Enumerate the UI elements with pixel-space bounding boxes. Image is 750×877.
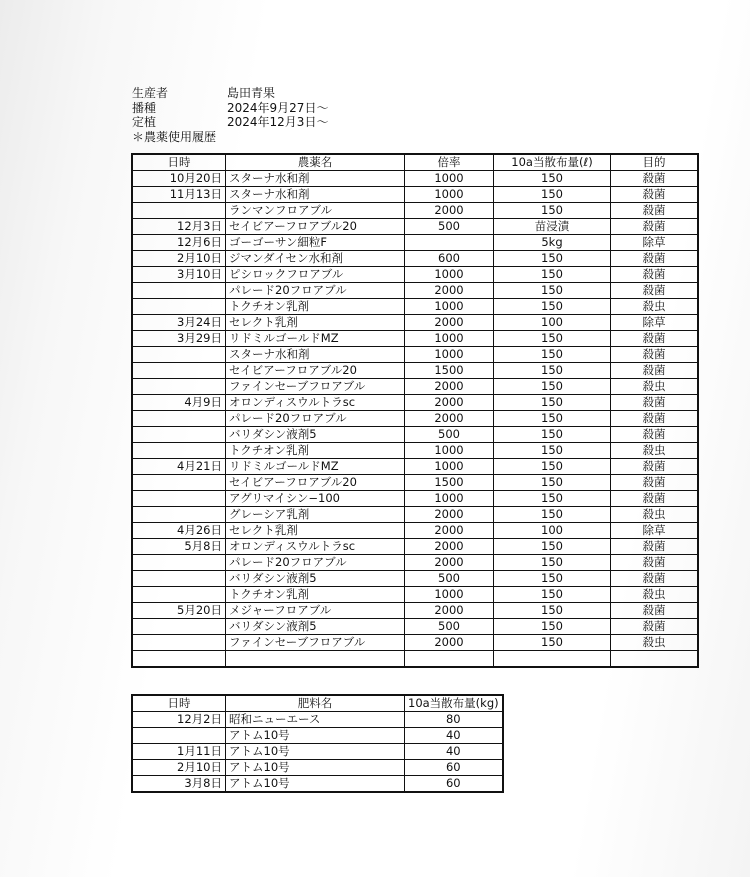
cell-dilution [405, 235, 494, 251]
cell-purpose: 殺菌 [611, 427, 699, 443]
pesticide-table [131, 153, 699, 668]
cell-dilution: 1000 [405, 187, 494, 203]
cell-date [132, 411, 226, 427]
cell-date [132, 363, 226, 379]
producer-value: 島田青果 [227, 86, 276, 100]
cell-amount: 5kg [494, 235, 611, 251]
cell-amount: 150 [494, 491, 611, 507]
planting-value: 2024年12月3日～ [227, 115, 329, 129]
cell-amount: 150 [494, 171, 611, 187]
cell-dilution: 1500 [405, 363, 494, 379]
cell-date [132, 379, 226, 395]
table-row [132, 459, 698, 475]
cell-purpose: 殺菌 [611, 267, 699, 283]
table-row [132, 507, 698, 523]
cell-amount: 150 [494, 203, 611, 219]
cell-pesticide-name: セレクト乳剤 [226, 523, 405, 539]
planting-row [132, 115, 328, 130]
header-fertilizer-amount: 10a当散布量(kg) [405, 695, 503, 712]
cell-purpose: 殺菌 [611, 251, 699, 267]
table-row [132, 299, 698, 315]
cell-dilution: 2000 [405, 539, 494, 555]
cell-fertilizer-amount: 60 [405, 776, 503, 793]
header-pesticide-name: 農薬名 [226, 154, 405, 171]
cell-date: 12月3日 [132, 219, 226, 235]
cell-amount: 150 [494, 619, 611, 635]
cell-pesticide-name: メジャーフロアブル [226, 603, 405, 619]
cell-date: 2月10日 [132, 760, 226, 776]
cell-fertilizer-amount: 60 [405, 760, 503, 776]
cell-date [132, 427, 226, 443]
cell-pesticide-name: スターナ水和剤 [226, 187, 405, 203]
cell-purpose: 殺菌 [611, 331, 699, 347]
cell-dilution: 1000 [405, 459, 494, 475]
cell-fertilizer-name: アトム10号 [226, 744, 405, 760]
cell-dilution: 1000 [405, 331, 494, 347]
table-row [132, 315, 698, 331]
cell-dilution: 500 [405, 619, 494, 635]
cell-date [132, 283, 226, 299]
cell-amount: 150 [494, 539, 611, 555]
cell-dilution: 600 [405, 251, 494, 267]
table-row [132, 712, 503, 728]
fertilizer-header-row [132, 695, 503, 712]
cell-date: 4月9日 [132, 395, 226, 411]
table-row [132, 523, 698, 539]
cell-fertilizer-amount: 40 [405, 728, 503, 744]
cell-pesticide-name: セレクト乳剤 [226, 315, 405, 331]
cell-amount: 100 [494, 315, 611, 331]
cell-date [132, 587, 226, 603]
cell-dilution: 2000 [405, 395, 494, 411]
cell-pesticide-name: リドミルゴールドMZ [226, 459, 405, 475]
cell-dilution: 2000 [405, 283, 494, 299]
table-row [132, 603, 698, 619]
cell-amount: 150 [494, 187, 611, 203]
cell-dilution: 1000 [405, 347, 494, 363]
table-row [132, 443, 698, 459]
producer-row [132, 86, 328, 101]
table-row [132, 728, 503, 744]
planting-label: 定植 [132, 115, 157, 129]
cell-dilution: 1000 [405, 299, 494, 315]
table-row [132, 347, 698, 363]
table-row [132, 475, 698, 491]
pesticide-table-body [132, 171, 698, 668]
cell-pesticide-name: ジマンダイセン水和剤 [226, 251, 405, 267]
cell-date: 3月8日 [132, 776, 226, 793]
cell-amount: 150 [494, 411, 611, 427]
table-row [132, 331, 698, 347]
cell-purpose: 殺菌 [611, 603, 699, 619]
table-row [132, 267, 698, 283]
cell-amount: 150 [494, 299, 611, 315]
cell-amount: 150 [494, 283, 611, 299]
cell-dilution: 1000 [405, 171, 494, 187]
cell-dilution: 500 [405, 427, 494, 443]
cell-date [132, 619, 226, 635]
cell-purpose: 殺菌 [611, 491, 699, 507]
pesticide-section-title: ＊農薬使用履歴 [132, 129, 217, 144]
cell-date [132, 203, 226, 219]
cell-fertilizer-name: アトム10号 [226, 760, 405, 776]
cell-amount: 150 [494, 379, 611, 395]
cell-pesticide-name: パレード20フロアブル [226, 411, 405, 427]
cell-pesticide-name: パレード20フロアブル [226, 555, 405, 571]
cell-pesticide-name: スターナ水和剤 [226, 171, 405, 187]
cell-date [132, 475, 226, 491]
table-row [132, 171, 698, 187]
cell-pesticide-name: ピシロックフロアブル [226, 267, 405, 283]
table-row [132, 235, 698, 251]
cell-purpose: 殺虫 [611, 443, 699, 459]
cell-amount: 150 [494, 363, 611, 379]
cell-date [132, 635, 226, 651]
cell-purpose: 殺菌 [611, 475, 699, 491]
pesticide-header-row [132, 154, 698, 171]
cell-pesticide-name: セイビアーフロアブル20 [226, 363, 405, 379]
cell-pesticide-name: アグリマイシン−100 [226, 491, 405, 507]
cell-date: 2月10日 [132, 251, 226, 267]
cell-pesticide-name: グレーシア乳剤 [226, 507, 405, 523]
cell-amount [494, 651, 611, 668]
cell-purpose: 殺虫 [611, 507, 699, 523]
cell-dilution: 1000 [405, 491, 494, 507]
cell-pesticide-name: トクチオン乳剤 [226, 443, 405, 459]
cell-date: 10月20日 [132, 171, 226, 187]
cell-dilution: 500 [405, 219, 494, 235]
cell-date [132, 443, 226, 459]
table-row [132, 635, 698, 651]
cell-purpose: 殺菌 [611, 555, 699, 571]
table-row [132, 760, 503, 776]
cell-dilution: 2000 [405, 555, 494, 571]
cell-purpose: 殺菌 [611, 363, 699, 379]
cell-purpose [611, 651, 699, 668]
cell-fertilizer-amount: 80 [405, 712, 503, 728]
cell-pesticide-name: セイビアーフロアブル20 [226, 219, 405, 235]
cell-amount: 150 [494, 603, 611, 619]
table-row [132, 555, 698, 571]
cell-date [132, 555, 226, 571]
cell-amount: 150 [494, 475, 611, 491]
cell-pesticide-name: ゴーゴーサン細粒F [226, 235, 405, 251]
cell-amount: 100 [494, 523, 611, 539]
cell-purpose: 殺菌 [611, 203, 699, 219]
table-row [132, 363, 698, 379]
cell-date [132, 299, 226, 315]
cell-pesticide-name: トクチオン乳剤 [226, 587, 405, 603]
cell-amount: 150 [494, 587, 611, 603]
table-row [132, 203, 698, 219]
cell-date: 12月2日 [132, 712, 226, 728]
cell-date: 5月20日 [132, 603, 226, 619]
cell-date: 12月6日 [132, 235, 226, 251]
cell-purpose: 殺菌 [611, 187, 699, 203]
cell-pesticide-name: ファインセーブフロアブル [226, 635, 405, 651]
cell-pesticide-name: ファインセーブフロアブル [226, 379, 405, 395]
header-dilution: 倍率 [405, 154, 494, 171]
cell-amount: 150 [494, 427, 611, 443]
cell-dilution: 500 [405, 571, 494, 587]
cell-pesticide-name: セイビアーフロアブル20 [226, 475, 405, 491]
header-amount: 10a当散布量(ℓ) [494, 154, 611, 171]
cell-pesticide-name: リドミルゴールドMZ [226, 331, 405, 347]
cell-date: 4月26日 [132, 523, 226, 539]
cell-date [132, 491, 226, 507]
cell-pesticide-name: ランマンフロアブル [226, 203, 405, 219]
cell-purpose: 殺虫 [611, 635, 699, 651]
table-row [132, 539, 698, 555]
cell-amount: 150 [494, 507, 611, 523]
cell-date: 3月24日 [132, 315, 226, 331]
table-row [132, 776, 503, 793]
cell-purpose: 殺菌 [611, 411, 699, 427]
cell-dilution: 1000 [405, 587, 494, 603]
cell-purpose: 殺虫 [611, 299, 699, 315]
table-row [132, 395, 698, 411]
cell-dilution: 2000 [405, 379, 494, 395]
cell-date [132, 728, 226, 744]
table-row [132, 427, 698, 443]
cell-pesticide-name: バリダシン液剤5 [226, 571, 405, 587]
cell-pesticide-name: パレード20フロアブル [226, 283, 405, 299]
cell-purpose: 殺菌 [611, 539, 699, 555]
cell-dilution: 1500 [405, 475, 494, 491]
cell-pesticide-name: スターナ水和剤 [226, 347, 405, 363]
cell-date [132, 507, 226, 523]
cell-fertilizer-name: アトム10号 [226, 728, 405, 744]
cell-purpose: 除草 [611, 235, 699, 251]
fertilizer-table-body [132, 712, 503, 793]
table-row [132, 744, 503, 760]
cell-amount: 150 [494, 267, 611, 283]
cell-pesticide-name: オロンディスウルトラsc [226, 539, 405, 555]
sowing-row [132, 101, 328, 116]
cell-dilution: 2000 [405, 411, 494, 427]
cell-dilution: 1000 [405, 267, 494, 283]
cell-purpose: 殺菌 [611, 571, 699, 587]
cell-purpose: 殺菌 [611, 395, 699, 411]
header-fertilizer-name: 肥料名 [226, 695, 405, 712]
header-purpose: 目的 [611, 154, 699, 171]
cell-fertilizer-amount: 40 [405, 744, 503, 760]
cell-date: 3月10日 [132, 267, 226, 283]
cell-dilution [405, 651, 494, 668]
cell-purpose: 除草 [611, 315, 699, 331]
cell-pesticide-name: バリダシン液剤5 [226, 427, 405, 443]
cell-amount: 150 [494, 347, 611, 363]
cell-amount: 150 [494, 571, 611, 587]
table-row [132, 587, 698, 603]
cell-date: 3月29日 [132, 331, 226, 347]
cell-date: 4月21日 [132, 459, 226, 475]
cell-pesticide-name: オロンディスウルトラsc [226, 395, 405, 411]
cell-purpose: 殺菌 [611, 459, 699, 475]
cell-date [132, 651, 226, 668]
cell-purpose: 殺虫 [611, 379, 699, 395]
cell-amount: 150 [494, 443, 611, 459]
cell-date [132, 571, 226, 587]
cell-purpose: 殺虫 [611, 587, 699, 603]
cell-date: 5月8日 [132, 539, 226, 555]
cell-dilution: 2000 [405, 315, 494, 331]
cell-amount: 150 [494, 635, 611, 651]
table-row [132, 251, 698, 267]
header-date: 日時 [132, 695, 226, 712]
table-row [132, 571, 698, 587]
cell-purpose: 殺菌 [611, 171, 699, 187]
cell-amount: 150 [494, 555, 611, 571]
cell-amount: 150 [494, 251, 611, 267]
table-row [132, 379, 698, 395]
cell-date: 11月13日 [132, 187, 226, 203]
cell-amount: 150 [494, 395, 611, 411]
cell-pesticide-name [226, 651, 405, 668]
sowing-label: 播種 [132, 100, 157, 115]
cell-dilution: 2000 [405, 603, 494, 619]
cell-dilution: 1000 [405, 443, 494, 459]
cell-dilution: 2000 [405, 635, 494, 651]
cell-date: 1月11日 [132, 744, 226, 760]
producer-label: 生産者 [132, 86, 169, 100]
cell-dilution: 2000 [405, 507, 494, 523]
cell-dilution: 2000 [405, 203, 494, 219]
cell-amount: 苗浸漬 [494, 219, 611, 235]
header-date: 日時 [132, 154, 226, 171]
document-header [132, 86, 328, 144]
cell-pesticide-name: トクチオン乳剤 [226, 299, 405, 315]
cell-amount: 150 [494, 459, 611, 475]
cell-purpose: 殺菌 [611, 283, 699, 299]
cell-amount: 150 [494, 331, 611, 347]
cell-date [132, 347, 226, 363]
table-row [132, 187, 698, 203]
cell-fertilizer-name: アトム10号 [226, 776, 405, 793]
cell-purpose: 殺菌 [611, 219, 699, 235]
table-row [132, 411, 698, 427]
cell-fertilizer-name: 昭和ニューエース [226, 712, 405, 728]
cell-pesticide-name: バリダシン液剤5 [226, 619, 405, 635]
sowing-value: 2024年9月27日～ [227, 100, 329, 115]
table-row [132, 651, 698, 668]
table-row [132, 219, 698, 235]
table-row [132, 283, 698, 299]
cell-dilution: 2000 [405, 523, 494, 539]
table-row [132, 491, 698, 507]
cell-purpose: 除草 [611, 523, 699, 539]
fertilizer-table [131, 694, 504, 793]
cell-purpose: 殺菌 [611, 619, 699, 635]
table-row [132, 619, 698, 635]
cell-purpose: 殺菌 [611, 347, 699, 363]
